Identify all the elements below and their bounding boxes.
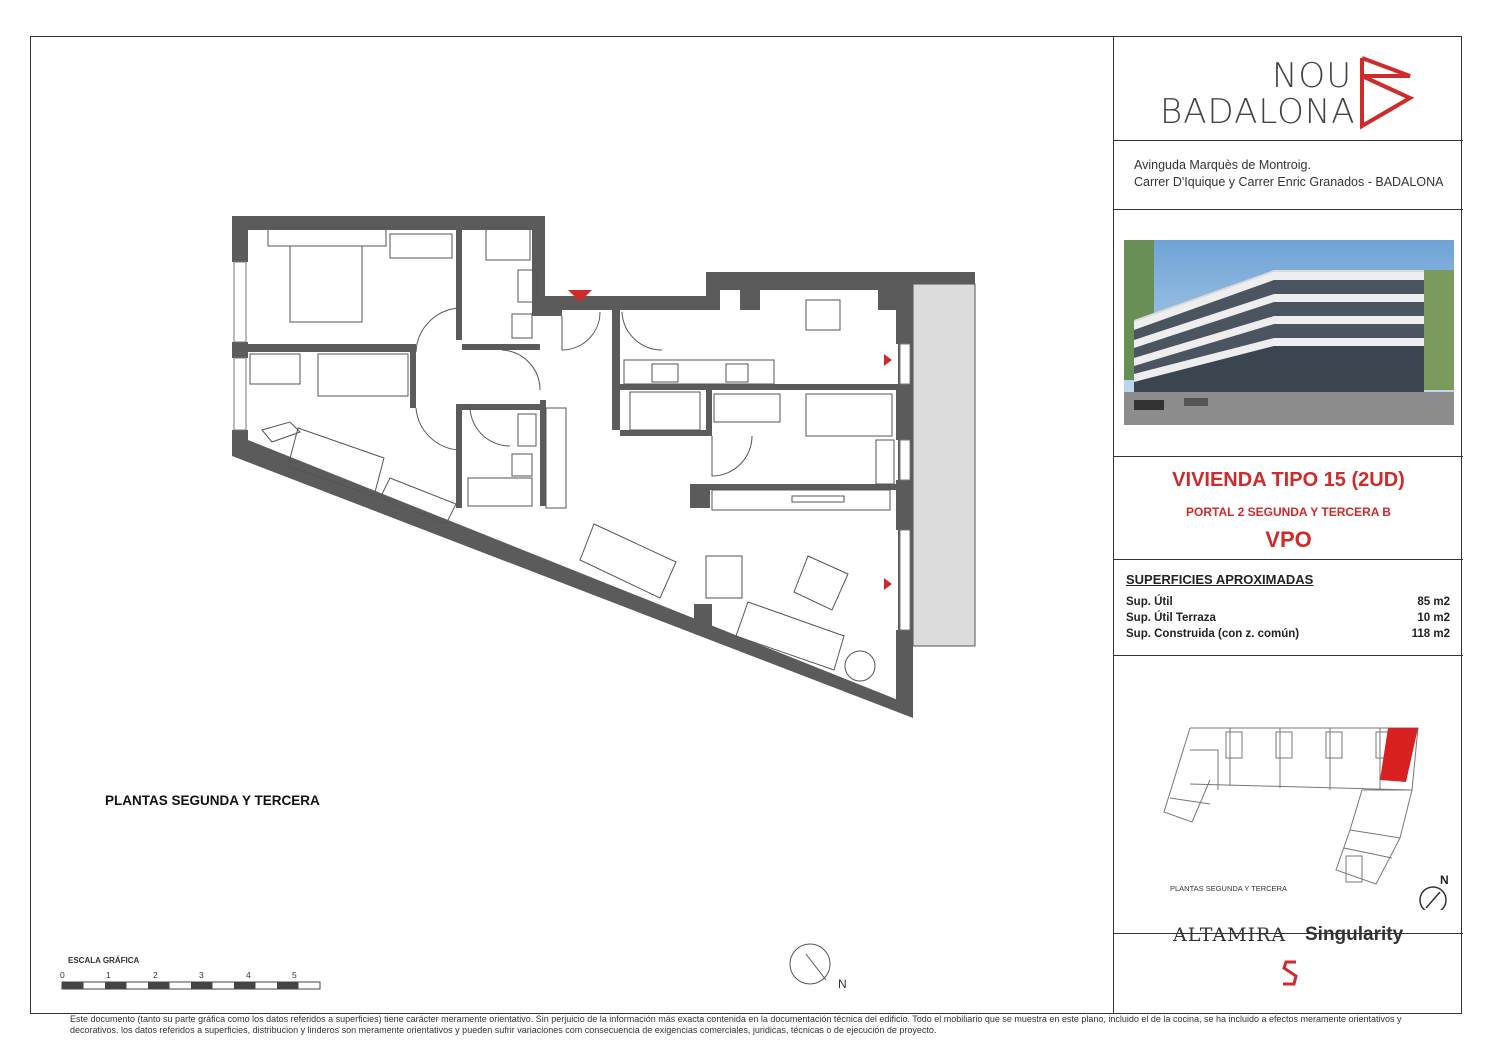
- scale-tick: 1: [106, 970, 111, 980]
- altamira-logo: ALTAMIRA: [1173, 924, 1287, 946]
- logo-section: [1114, 36, 1463, 141]
- logo-b-icon: [1356, 54, 1416, 130]
- terrace: [913, 284, 975, 646]
- scale-tick: 2: [153, 970, 158, 980]
- address-line1: Avinguda Marquès de Montroig.: [1134, 158, 1311, 172]
- address-section: [1114, 141, 1463, 210]
- surface-row: [1126, 628, 1450, 640]
- disclaimer-text: Este documento (tanto su parte gráfica como los datos referidos a superficies) tiene carácter meramente orientativo. Sin perjuicio de la información más exacta contenida en la documentación técnica del edificio. Todo el mobiliario que se muestra en este plano, incluido el de la cocina, se ha incluido a efectos meramente orientativos y decorativos. los datos referidos a superficies, distribucion y linderos son meramente orientativos y pueden sufrir variaciones com consecuencia de exigencias comerciales, juridicas, técnicas o de ejecución de proyecto.: [70, 1014, 1402, 1035]
- unit-type: VPO: [1265, 527, 1312, 552]
- singularity-logo: Singularity: [1305, 924, 1404, 945]
- surface-label: Sup. Construida (con z. común): [1126, 628, 1300, 640]
- surface-row: [1126, 612, 1450, 624]
- scale-bar: [62, 982, 320, 989]
- keyplan-label: PLANTAS SEGUNDA Y TERCERA: [1170, 884, 1287, 893]
- surface-value: 85 m2: [1417, 596, 1450, 608]
- unit-section: [1114, 456, 1463, 560]
- scale-title: ESCALA GRÁFICA: [68, 956, 140, 965]
- scale-tick: 4: [246, 970, 251, 980]
- unit-highlight: [1380, 728, 1418, 782]
- surface-value: 118 m2: [1411, 628, 1450, 640]
- north-label: N: [838, 977, 847, 991]
- unit-portal: PORTAL 2 SEGUNDA Y TERCERA B: [1186, 505, 1391, 519]
- logo-line1: NOU: [1272, 56, 1353, 96]
- unit-title: VIVIENDA TIPO 15 (2UD): [1172, 469, 1405, 491]
- plan-title: PLANTAS SEGUNDA Y TERCERA: [105, 793, 320, 808]
- singularity-s-icon: [1280, 958, 1300, 988]
- surface-row: [1126, 596, 1450, 608]
- scale-tick: 0: [60, 970, 65, 980]
- scale-tick: 3: [199, 970, 204, 980]
- surface-value: 10 m2: [1417, 612, 1450, 624]
- north-compass-icon: [790, 944, 830, 984]
- building-render: [1124, 240, 1454, 425]
- scale-tick: 5: [292, 970, 297, 980]
- address-line2: Carrer D'Iquique y Carrer Enric Granados - BADALONA: [1134, 175, 1444, 189]
- surface-label: Sup. Útil Terraza: [1126, 612, 1216, 624]
- keyplan-compass-icon: [1420, 887, 1446, 910]
- keyplan-north-label: N: [1440, 873, 1449, 887]
- key-plan: [1150, 720, 1460, 910]
- logo-line2: BADALONA: [1160, 92, 1356, 132]
- surfaces-title: SUPERFICIES APROXIMADAS: [1126, 572, 1314, 587]
- surface-label: Sup. Útil: [1126, 596, 1173, 608]
